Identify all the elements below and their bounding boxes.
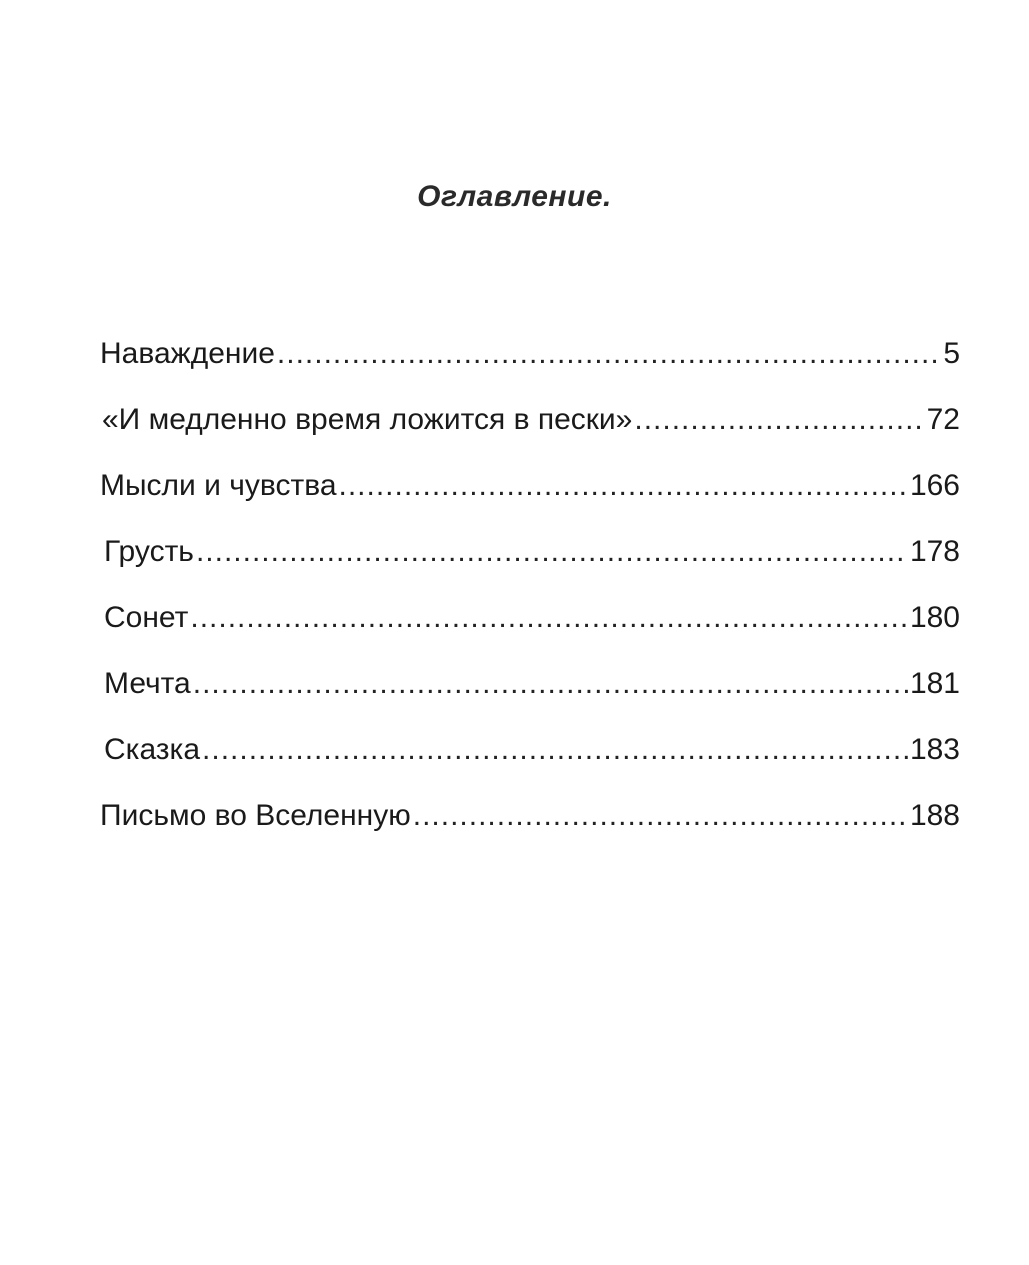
- toc-entry-grust: [100, 530, 960, 596]
- toc-entry-pismo-vo-vselennuyu: [100, 794, 960, 860]
- toc-dot-leader: [413, 794, 908, 838]
- toc-page-number: 72: [926, 403, 960, 436]
- toc-dot-leader: [193, 662, 908, 706]
- page-title: Оглавление.: [417, 180, 612, 213]
- toc-page-number: 178: [909, 535, 960, 568]
- toc-dot-leader: [196, 530, 908, 574]
- table-of-contents: [100, 332, 960, 860]
- toc-entry-navazhdenie: [100, 332, 960, 398]
- toc-dot-leader: [634, 398, 924, 442]
- toc-dot-leader: [339, 464, 908, 508]
- toc-entry-title: Мечта: [104, 667, 191, 700]
- toc-entry-mysli-i-chuvstva: [100, 464, 960, 530]
- toc-entry-i-medlenno-vremya: [100, 398, 960, 464]
- toc-dot-leader: [190, 596, 908, 640]
- toc-entry-sonet: [100, 596, 960, 662]
- toc-page-number: 5: [943, 337, 960, 370]
- toc-page-number: 166: [909, 469, 960, 502]
- toc-page-number: 188: [909, 799, 960, 832]
- toc-entry-title: Письмо во Вселенную: [100, 799, 411, 832]
- toc-page-number: 180: [909, 601, 960, 634]
- toc-dot-leader: [277, 332, 941, 376]
- toc-entry-mechta: [100, 662, 960, 728]
- toc-entry-title: Сказка: [104, 733, 201, 766]
- toc-entry-title: Мысли и чувства: [100, 469, 337, 502]
- toc-entry-title: Сонет: [104, 601, 189, 634]
- toc-entry-title: Наваждение: [100, 337, 275, 370]
- toc-entry-title: Грусть: [104, 535, 194, 568]
- toc-page-number: 181: [909, 667, 960, 700]
- toc-entry-skazka: [100, 728, 960, 794]
- toc-entry-title: «И медленно время ложится в пески»: [102, 403, 633, 436]
- toc-dot-leader: [202, 728, 908, 772]
- toc-page-number: 183: [909, 733, 960, 766]
